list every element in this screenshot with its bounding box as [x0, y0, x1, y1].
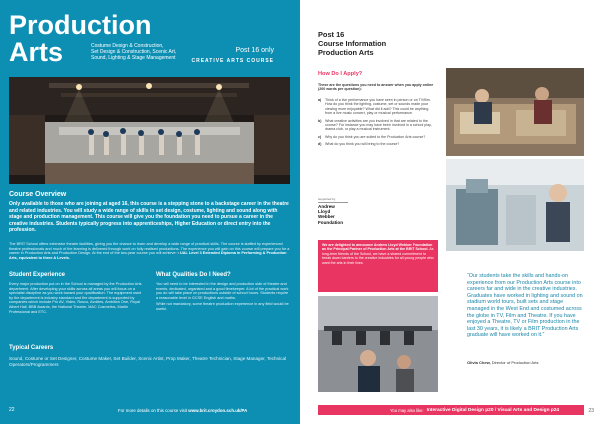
title-line: Production Arts [318, 48, 374, 57]
question-text: What do you think you will bring to the course? [325, 142, 400, 147]
question-letter: a) [318, 98, 322, 102]
student-experience-text: Every major production put on in the School is managed by the Production Arts department. After developing your skills across all areas you will focus on a specialist discipline as you work toward your qualification. The equipment used by the department is industry standard and the department is supported by companies which include Pro AV, Video, Rosco, Avolites, Ambition One, Royal Albert Hall, BBB Awards, the National Theatre, MAC Cosmetics, Martin Professional and ETC. [9, 282, 142, 314]
list-item [318, 135, 436, 139]
question-letter: b) [318, 118, 322, 123]
subtitle-line: Set Design & Construction, Scenic Art, [91, 49, 177, 55]
partner-lead: We are delighted to announce Andrew Lloyd Webber Foundation as the Principal Partner of Production Arts at the BRIT School. [322, 243, 433, 252]
course-url-link[interactable]: www.brit.croydon.sch.uk/PA [188, 408, 248, 413]
partner-body: As long-term friends of the School, we have a shared commitment to break down barriers to the creative industries for all young people who want the arts in their lives. [322, 247, 434, 265]
title-line: Course Information [318, 39, 387, 48]
qualities-section [156, 272, 290, 314]
qualities-heading: What Qualities Do I Need? [156, 272, 231, 278]
page-number: 22 [9, 407, 15, 413]
list-item [318, 98, 436, 116]
overview-award: • UAL Level 3 Extended Diploma in Performing & Production Arts, equivalent to three A Levels. [9, 251, 287, 260]
alw-name-line: Andrew [318, 204, 335, 209]
partner-text [322, 243, 434, 265]
post16-label: Post 16 only [235, 47, 274, 54]
overview-body-text: The BRIT School offers extensive theatre facilities, giving you the chance to learn and develop a wide range of practical skills. The course is staffed by experienced theatre professionals and much of the learning is delivered through work on fully realised productions. The experience you will gain on this course will prepare you for a career in Production Arts and Production Design. At the end of the two-year course you will achieve: [9, 242, 290, 256]
question-letter: c) [318, 134, 322, 139]
alw-name-line: Foundation [318, 219, 344, 225]
question-text: What creative activities are you involved in that are related to the course? For instance you may have been involved in a school play, drama club, or play a musical instrument. [325, 118, 432, 132]
related-courses-footer [318, 405, 584, 415]
course-subtitle [91, 43, 201, 61]
alw-foundation-logo [318, 197, 348, 235]
student-experience-section [9, 272, 143, 316]
list-item [318, 142, 436, 146]
related-courses-lead: You may also like: [390, 407, 424, 413]
alw-name-line: Webber [318, 214, 335, 220]
footer-text: For more details on this course visit [118, 408, 188, 413]
qualities-text: While not mandatory, some theatre production experience in any field would be useful. [156, 302, 289, 311]
subtitle-line: Sound, Lighting & Stage Management [91, 55, 176, 61]
workshop-photo [446, 68, 584, 156]
subtitle-line: Costume Design & Construction, [91, 43, 164, 49]
related-courses-links[interactable]: Interactive Digital Design p20 / Visual Arts and Design p24 [426, 407, 560, 413]
careers-list: Sound, Costume or Set Designer, Costume Maker, Set Builder, Scenic Artist, Prop Maker, Theatre Technician, Stage Manager, Technical Operators/Programmers [9, 356, 287, 367]
overview-body [9, 242, 291, 260]
course-category-tag: CREATIVE ARTS COURSE [191, 58, 274, 64]
overview-lead: Only available to those who are joining at aged 16, this course is a stepping stone to a backstage career in the theatre and related industries. You will study a wide range of skills in set design, costume, lighting and sound along with stage and production management. This course will give you the foundation you need to pursue a career in the creative industries. Students typically progress into apprenticeships, Higher Education or direct entry into the profession. [9, 201, 289, 234]
lighting-rig-photo [318, 296, 438, 392]
student-experience-heading: Student Experience [9, 272, 66, 278]
right-page [300, 0, 600, 424]
stage-production-photo [9, 77, 290, 184]
title-line: Post 16 [318, 30, 345, 39]
question-text: Why do you think you are suited to the Production Arts course? [325, 134, 426, 139]
alw-name-line: Lloyd [318, 209, 331, 215]
qualities-text: You will need to be interested in the design and production side of theatre and events, dedicated, organised and a good timekeeper. A lot of the practical work you do will take place on productions outside of school hours. Students require a reasonable level in GCSE English and maths. [156, 282, 289, 300]
quote-attribution [467, 360, 538, 365]
question-text: Think of a live performance you have seen in person or on TV/film. How do you think the lighting, costume, set or sounds made your viewing more enjoyable? What did it add? This could be anything from a live music concert, play or musical performance. [325, 98, 431, 116]
course-details-footer [118, 408, 247, 413]
apply-intro: These are the questions you need to answer when you apply online (200 words per question): [318, 83, 434, 92]
alw-name [318, 204, 348, 225]
page-number: 23 [588, 408, 594, 414]
title-line-1: Production [9, 10, 152, 40]
overview-heading: Course Overview [9, 191, 67, 198]
costume-making-photo [446, 159, 584, 251]
title-line-2: Arts [9, 37, 64, 67]
list-item [318, 119, 436, 132]
quote-role: Director of Production Arts [491, 360, 539, 365]
application-questions [318, 98, 436, 150]
testimonial-quote: “Our students take the skills and hands-on experience from our Production Arts course into careers far and wide in the creative industries. Graduates have worked in lighting and sound on stadium world tours, built sets and stage managed in the West End and costumed across the globe in TV, Film and Theatre. If you have enjoyed a Theatre, TV or Film production in the last 30 years, it is likely a BRIT Production Arts graduate will have worked on it.” [467, 273, 583, 339]
course-info-title [318, 30, 386, 57]
apply-heading: How Do I Apply? [318, 71, 363, 77]
question-letter: d) [318, 142, 322, 147]
careers-heading: Typical Careers [9, 345, 54, 351]
partner-announcement-box [318, 240, 438, 292]
quote-author: Olivia Chew, [467, 360, 491, 365]
alw-supported-label: supported by [318, 197, 348, 203]
